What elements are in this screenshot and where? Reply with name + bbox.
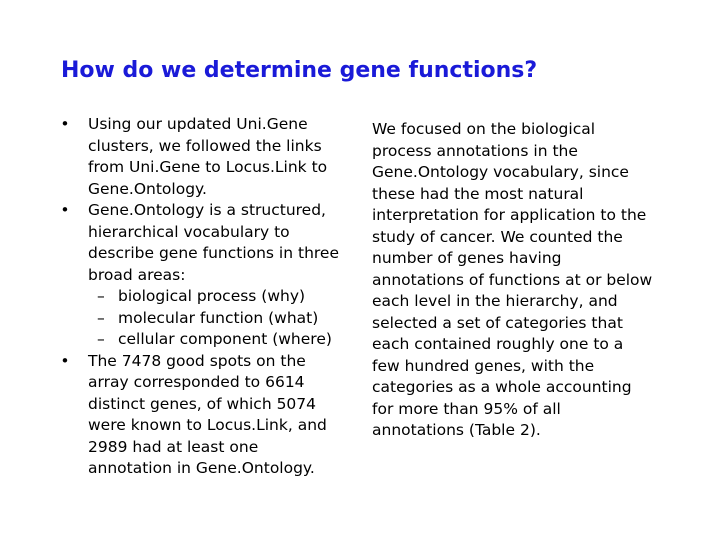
bullet-dot-icon: • bbox=[60, 351, 70, 370]
bullet-item bbox=[58, 200, 358, 286]
text-line: annotation in Gene.Ontology. bbox=[88, 459, 315, 477]
right-column bbox=[372, 119, 672, 442]
paragraph-line: for more than 95% of all bbox=[372, 399, 561, 418]
text-line: Gene.Ontology. bbox=[88, 179, 207, 198]
paragraph-line: few hundred genes, with the bbox=[372, 356, 595, 375]
text-line: clusters, we followed the links bbox=[88, 136, 322, 155]
paragraph-line: process annotations in the bbox=[372, 141, 578, 160]
text-line: distinct genes, of which 5074 bbox=[88, 394, 317, 413]
bullet-text bbox=[88, 351, 358, 480]
text-line: 2989 had at least one bbox=[88, 437, 259, 456]
text-line: were known to Locus.Link, and bbox=[88, 416, 327, 434]
dash-icon: – bbox=[97, 330, 105, 348]
paragraph-line: annotations (Table 2). bbox=[372, 421, 541, 439]
paragraph-line: interpretation for application to the bbox=[372, 206, 647, 224]
paragraph-line: each level in the hierarchy, and bbox=[372, 292, 618, 310]
paragraph-line: number of genes having bbox=[372, 249, 562, 267]
bullet-text bbox=[88, 200, 358, 286]
bullet-item bbox=[58, 351, 358, 480]
paragraph-line: study of cancer. We counted the bbox=[372, 227, 623, 246]
text-line: The 7478 good spots on the bbox=[88, 351, 306, 370]
paragraph-line: categories as a whole accounting bbox=[372, 378, 632, 396]
dash-icon: – bbox=[97, 287, 105, 305]
text-line: Gene.Ontology is a structured, bbox=[88, 201, 326, 219]
sub-bullet-item bbox=[58, 308, 358, 330]
paragraph-line: Gene.Ontology vocabulary, since bbox=[372, 163, 629, 181]
text-line: array corresponded to 6614 bbox=[88, 373, 305, 391]
sub-bullet-item bbox=[58, 329, 358, 351]
text-line: from Uni.Gene to Locus.Link to bbox=[88, 158, 328, 176]
left-column bbox=[58, 114, 358, 480]
sub-bullet-text: biological process (why) bbox=[118, 287, 306, 305]
bullet-dot-icon: • bbox=[60, 201, 70, 219]
sub-bullet-item bbox=[58, 286, 358, 308]
bullet-text bbox=[88, 114, 358, 200]
paragraph-line: We focused on the biological bbox=[372, 120, 596, 138]
paragraph-line: these had the most natural bbox=[372, 184, 584, 203]
sub-bullet-text: molecular function (what) bbox=[118, 308, 319, 327]
paragraph-line: selected a set of categories that bbox=[372, 313, 623, 332]
text-line: hierarchical vocabulary to bbox=[88, 222, 290, 241]
sub-bullet-text: cellular component (where) bbox=[118, 330, 332, 348]
sub-bullet-list bbox=[58, 286, 358, 351]
slide-title: How do we determine gene functions? bbox=[61, 58, 538, 83]
bullet-item bbox=[58, 114, 358, 200]
bullet-dot-icon: • bbox=[60, 115, 70, 133]
dash-icon: – bbox=[97, 308, 105, 327]
text-line: broad areas: bbox=[88, 265, 186, 284]
text-line: Using our updated Uni.Gene bbox=[88, 115, 308, 133]
paragraph-line: annotations of functions at or below bbox=[372, 270, 653, 289]
paragraph-line: each contained roughly one to a bbox=[372, 335, 624, 353]
text-line: describe gene functions in three bbox=[88, 244, 339, 262]
